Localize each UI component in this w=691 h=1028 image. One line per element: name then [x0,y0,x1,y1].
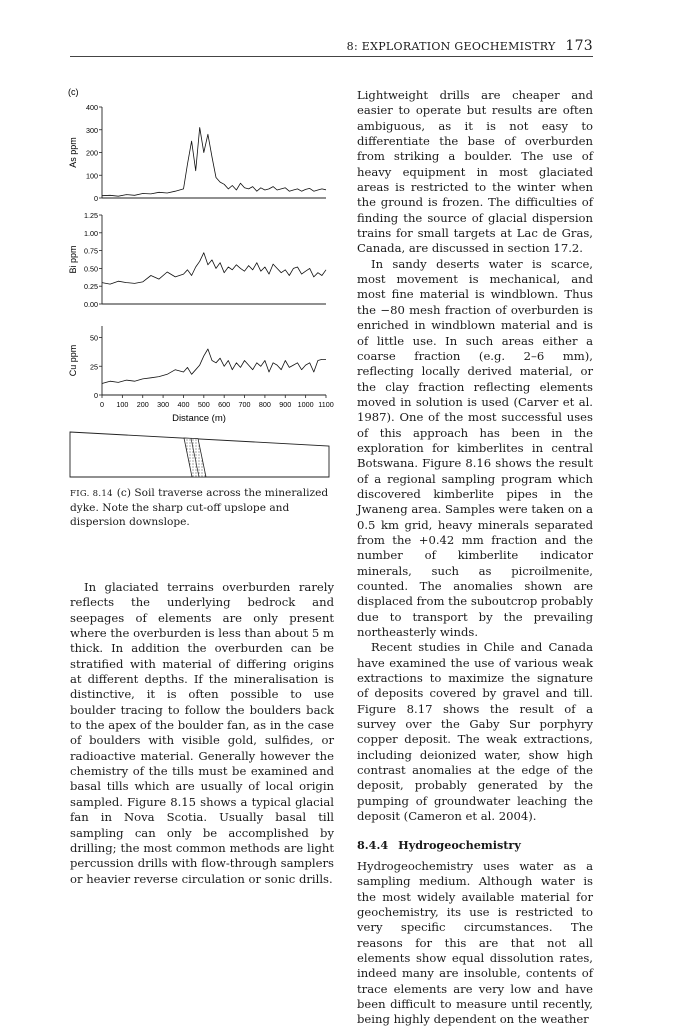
chapter-title: 8: EXPLORATION GEOCHEMISTRY [346,40,556,53]
left-column-text [70,580,334,887]
x-tick-label: 200 [136,400,149,409]
y-tick-label: 0.75 [84,246,98,256]
figure-caption [70,486,338,529]
x-tick-label: 100 [116,400,129,409]
y-tick-label: 25 [90,362,98,372]
chart-panels [68,103,334,409]
x-tick-label: 900 [279,400,292,409]
y-tick-label: 1.25 [84,211,98,220]
right-column-text [357,88,593,1028]
caption-label: FIG. 8.14 [70,489,113,499]
series-line-As [102,128,326,197]
y-axis-label: As ppm [68,137,78,168]
paragraph: In sandy deserts water is scarce, most movement is mechanical, and most fine material is windblown. Thus the −80 mesh fraction of overburden is enriched in windblown material and is of little use. In such areas either a coarse fraction (e.g. 2–6 mm), reflecting locally derived material, or the clay fraction reflecting elements moved in solution is used (Carver et al. 1987). One of the most successful uses of this approach has been in the exploration for kimberlites in central Botswana. Figure 8.16 shows the result of a regional sampling program which discovered kimberlite pipes in the Jwaneng area. Samples were taken on a 0.5 km grid, heavy minerals separated from the +0.42 mm fraction and the number of kimberlite indicator minerals, such as picroilmenite, counted. The anomalies shown are displaced from the suboutcrop probably due to transport by the prevailing northeasterly winds. [357,256,593,640]
x-tick-label: 700 [238,400,251,409]
header-rule [70,56,593,57]
y-tick-label: 200 [86,148,98,158]
series-line-Cu [102,349,326,384]
y-tick-label: 50 [90,333,98,343]
x-tick-label: 300 [157,400,170,409]
x-tick-label: 0 [100,400,104,409]
x-tick-label: 400 [177,400,190,409]
series-line-Bi [102,253,326,284]
soil-traverse-figure [66,85,346,480]
y-tick-label: 0 [94,391,98,400]
x-tick-label: 1100 [318,400,334,409]
paragraph: In glaciated terrains overburden rarely reflects the underlying bedrock and seepages of elements are only present where the overburden is less than about 5 m thick. In addition the overburden can be stratified with material of differing origins at different depths. If the mineralisation is distinctive, it is often possible to use boulder tracing to follow the boulders back to the apex of the boulder fan, as in the case of boulders with visible gold, sulfides, or radioactive material. Generally however the chemistry of the tills must be examined and basal tills which are usually of local origin sampled. Figure 8.15 shows a typical glacial fan in Nova Scotia. Usually basal till sampling can only be accomplished by drilling; the most common methods are light percussion drills with flow-through samplers or heavier reverse circulation or sonic drills. [70,580,334,886]
paragraph: Lightweight drills are cheaper and easier to operate but results are often ambiguous, as it is not easy to differentiate the base of overburden from striking a boulder. The use of heavy equipment in most glaciated areas is restricted to the winter when the ground is frozen. The difficulties of finding the source of glacial dispersion trains for small targets at Lac de Gras, Canada, are discussed in section 17.2. [357,88,593,256]
caption-text: (c) Soil traverse across the mineralized dyke. Note the sharp cut-off upslope and dispersion downslope. [70,487,329,528]
x-tick-label: 600 [218,400,231,409]
dyke-cross-section [70,432,329,477]
y-axis-label: Bi ppm [68,245,78,274]
x-tick-label: 800 [258,400,271,409]
x-tick-label: 500 [197,400,210,409]
y-tick-label: 100 [86,171,98,181]
running-header [347,38,593,54]
y-tick-label: 0.00 [84,300,98,309]
y-axis-label: Cu ppm [68,344,78,377]
paragraph: Recent studies in Chile and Canada have examined the use of various weak extractions to maximize the signature of deposits covered by gravel and till. Figure 8.17 shows the result of a survey over the Gaby Sur porphyry copper deposit. The weak extractions, including deionized water, show high contrast anomalies at the edge of the deposit, probably generated by the pumping of groundwater leaching the deposit (Cameron et al. 2004). [357,640,593,824]
y-tick-label: 0 [94,194,98,203]
paragraph: Hydrogeochemistry uses water as a sampling medium. Although water is the most widely available material for geochemistry, its use is restricted to very specific circumstances. The reasons for this are that not all elements show equal dissolution rates, indeed many are insoluble, contents of trace elements are very low and have been difficult to measure until recently, being highly dependent on the weather [357,858,593,1027]
section-heading: 8.4.4 Hydrogeochemistry [357,837,521,852]
y-tick-label: 0.50 [84,264,98,274]
page-number: 173 [565,38,593,54]
y-tick-label: 0.25 [84,282,98,292]
y-tick-label: 1.00 [84,228,98,238]
x-axis-label: Distance (m) [172,413,226,424]
y-tick-label: 400 [86,103,98,112]
y-tick-label: 300 [86,125,98,135]
panel-label: (c) [68,87,79,97]
x-tick-label: 1000 [297,400,314,409]
